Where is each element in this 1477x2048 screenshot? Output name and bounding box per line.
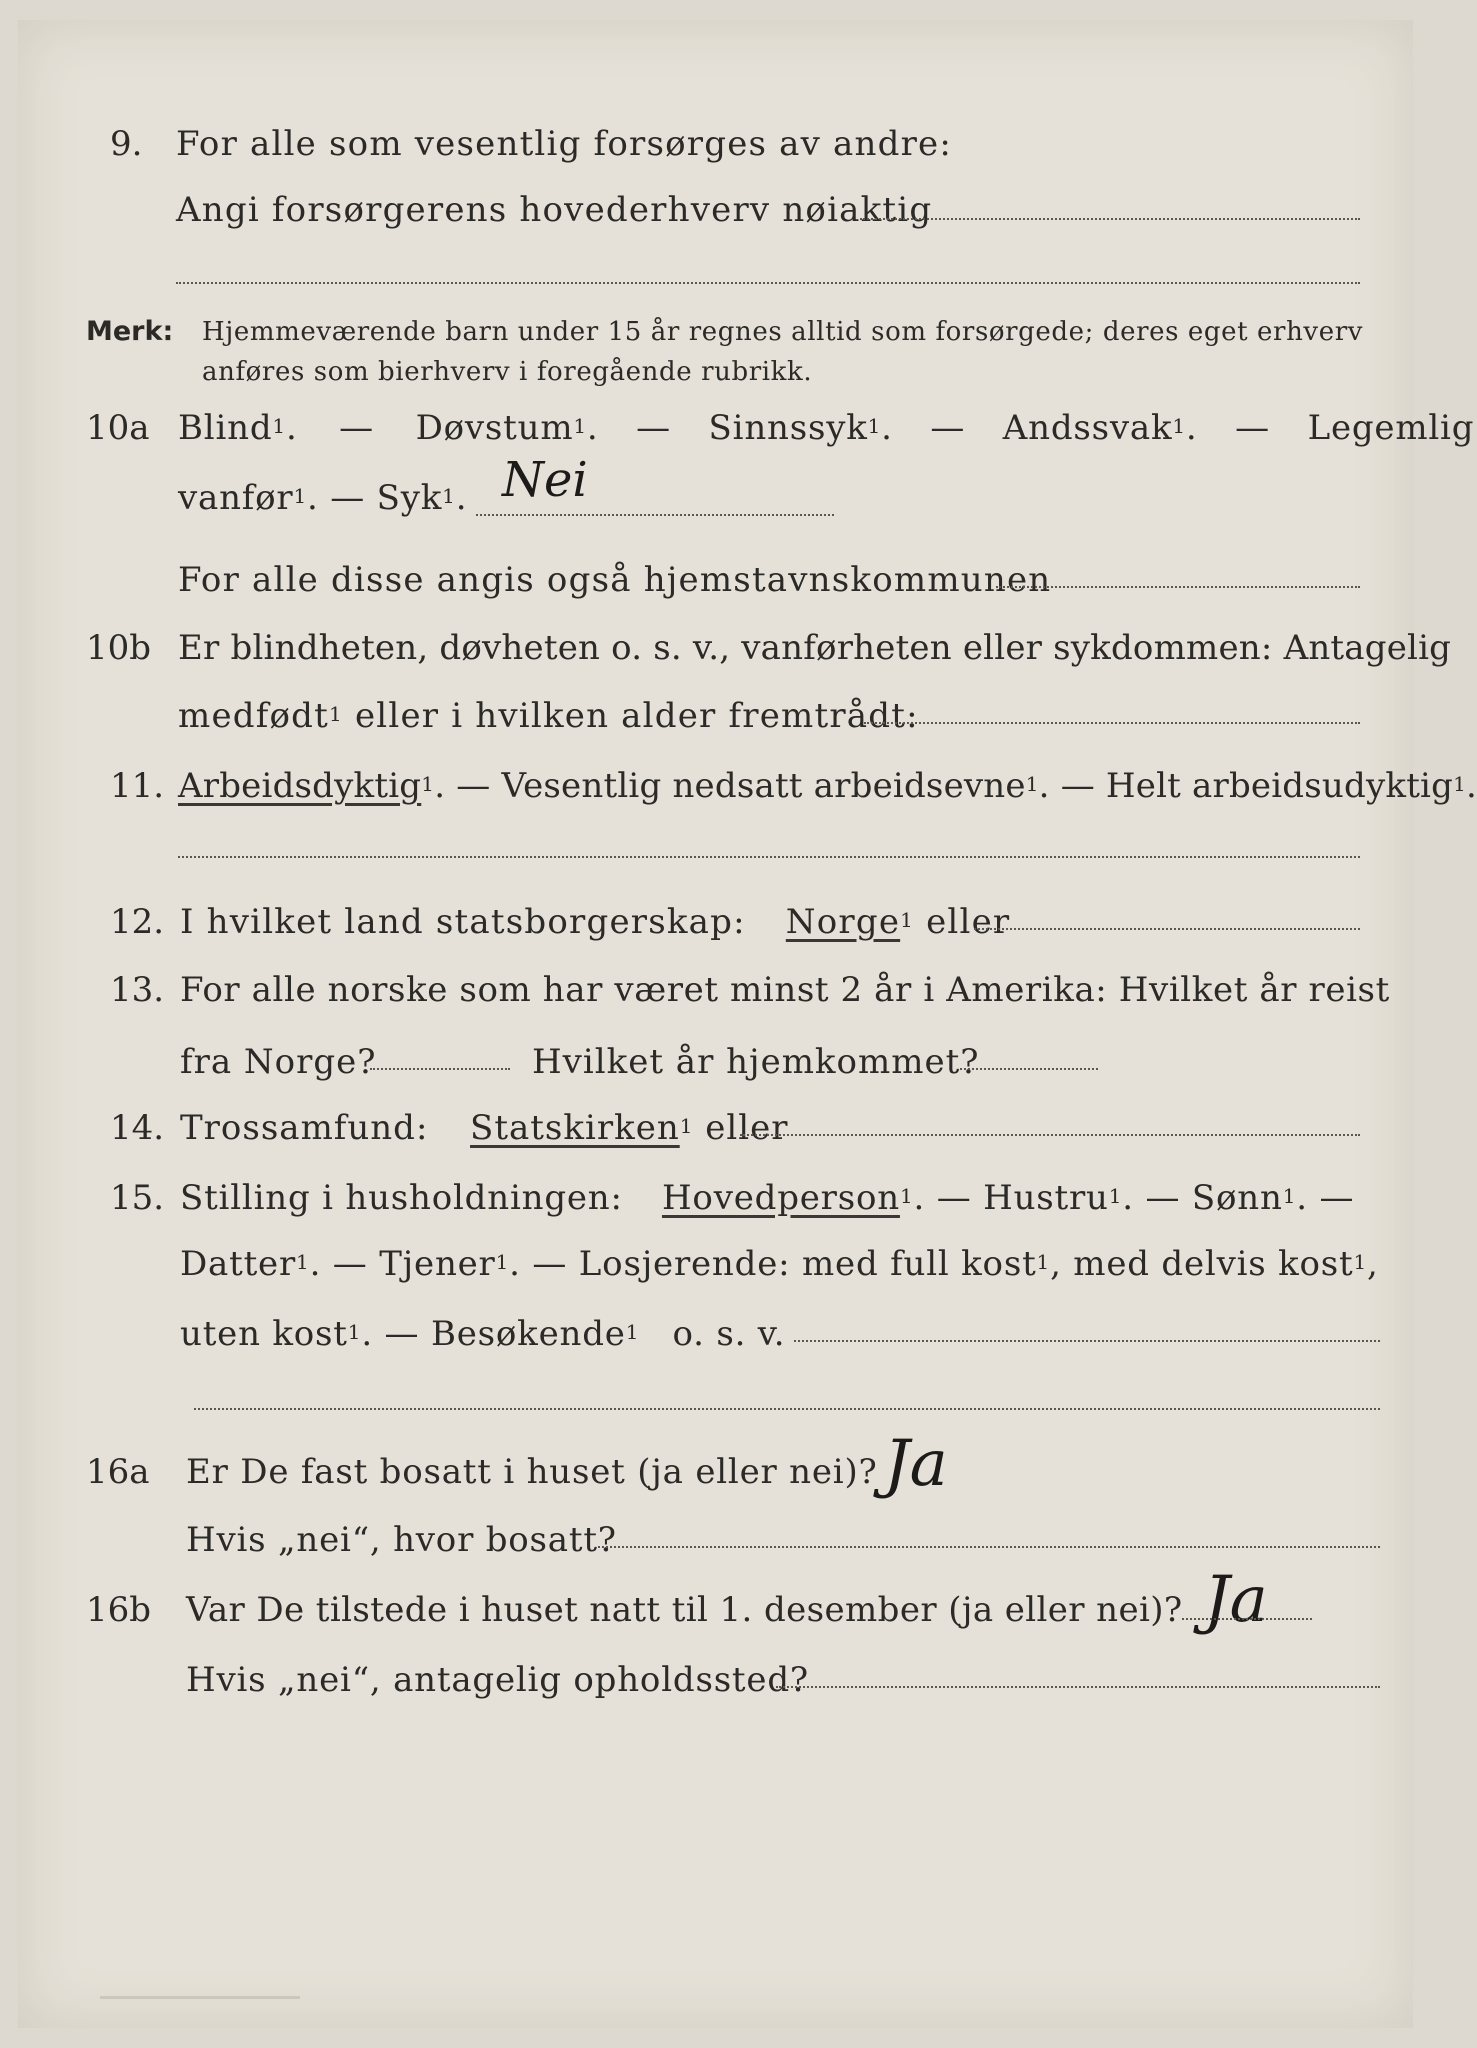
q16b-number: 16b bbox=[86, 1590, 152, 1630]
merk-label: Merk: bbox=[86, 316, 174, 347]
q14-line: Trossamfund: Statskirken$^1$ eller bbox=[180, 1108, 789, 1148]
census-form-page bbox=[18, 20, 1477, 2028]
option-norge: Norge bbox=[785, 902, 901, 942]
q10a-answer-dotted-line bbox=[476, 514, 834, 516]
q10b-number: 10b bbox=[86, 628, 152, 668]
q15-line3: uten kost$^1$. — Besøkende$^1$ o. s. v. bbox=[180, 1314, 786, 1354]
q16b-line2: Hvis „nei“, antagelig opholdssted? bbox=[186, 1660, 809, 1700]
q15-answer-dotted-line bbox=[794, 1340, 1380, 1342]
q16a-line1: Er De fast bosatt i huset (ja eller nei)? bbox=[186, 1452, 878, 1492]
q13-reist-dotted-line bbox=[370, 1068, 510, 1070]
option-syk: Syk bbox=[376, 478, 443, 518]
q15-number: 15. bbox=[110, 1178, 165, 1218]
q13-line2a: fra Norge? bbox=[180, 1042, 377, 1082]
q11-line: Arbeidsdyktig$^1$. — Vesentlig nedsatt arbeidsevne$^1$. — Helt arbeidsudyktig$^1$. bbox=[178, 766, 1477, 806]
q10a-line3: For alle disse angis også hjemstavnskommunen bbox=[178, 560, 1052, 600]
q16a-handwritten-answer: Ja bbox=[884, 1427, 948, 1501]
option-sinnssyk: Sinnssyk bbox=[708, 408, 868, 448]
q16b-answer2-dotted-line bbox=[776, 1686, 1380, 1688]
option-andssvak: Andssvak bbox=[1002, 408, 1173, 448]
option-udyktig: Helt arbeidsudyktig bbox=[1105, 766, 1454, 806]
q13-hjemkommet-dotted-line bbox=[960, 1068, 1098, 1070]
q11-number: 11. bbox=[110, 766, 165, 806]
option-losjerende: Losjerende: bbox=[578, 1244, 791, 1284]
q9-extra-dotted-line bbox=[176, 282, 1360, 284]
option-vanfor: vanfør bbox=[178, 478, 294, 518]
option-hustru: Hustru bbox=[983, 1178, 1109, 1218]
q9-number: 9. bbox=[110, 124, 143, 164]
q10a-handwritten-answer: Nei bbox=[502, 452, 588, 508]
option-datter: Datter bbox=[180, 1244, 297, 1284]
q15-extra-dotted-line bbox=[194, 1408, 1380, 1410]
q16b-line1: Var De tilstede i huset natt til 1. desember (ja eller nei)? bbox=[186, 1590, 1183, 1630]
option-hovedperson: Hovedperson bbox=[661, 1178, 900, 1218]
q10b-answer-dotted-line bbox=[864, 722, 1360, 724]
q13-line1: For alle norske som har været minst 2 år i Amerika: Hvilket år reist bbox=[180, 970, 1390, 1010]
option-nedsatt: Vesentlig nedsatt arbeidsevne bbox=[501, 766, 1026, 806]
q10a-line1: Blind$^1$. — Døvstum$^1$. — Sinnssyk$^1$. — Andssvak$^1$. — Legemlig bbox=[178, 408, 1475, 448]
q16a-answer-dotted-line bbox=[598, 1546, 1380, 1548]
q15-line2: Datter$^1$. — Tjener$^1$. — Losjerende: med full kost$^1$, med delvis kost$^1$, bbox=[180, 1244, 1379, 1284]
q16a-line2: Hvis „nei“, hvor bosatt? bbox=[186, 1520, 617, 1560]
q9-line1: For alle som vesentlig forsørges av andre: bbox=[176, 124, 953, 164]
q10a-hjemstavn-dotted-line bbox=[996, 586, 1360, 588]
option-blind: Blind bbox=[178, 408, 273, 448]
q9-line2: Angi forsørgerens hovederhverv nøiaktig bbox=[176, 190, 933, 230]
q15-line1: Stilling i husholdningen: Hovedperson$^1$. — Hustru$^1$. — Sønn$^1$. — bbox=[180, 1178, 1355, 1218]
q12-number: 12. bbox=[110, 902, 165, 942]
q10b-line1: Er blindheten, døvheten o. s. v., vanførheten eller sykdommen: Antagelig bbox=[178, 628, 1452, 668]
q12-line: I hvilket land statsborgerskap: Norge$^1$ eller bbox=[180, 902, 1011, 942]
q11-dotted-line bbox=[178, 856, 1360, 858]
option-arbeidsdyktig: Arbeidsdyktig bbox=[178, 766, 422, 806]
q14-number: 14. bbox=[110, 1108, 165, 1148]
bottom-faint-rule bbox=[100, 1996, 300, 1999]
q9-answer-dotted-line bbox=[860, 218, 1360, 220]
q10b-line2: medfødt$^1$ eller i hvilken alder fremtrådt: bbox=[178, 696, 919, 736]
q16b-answer-dotted-line bbox=[1182, 1618, 1312, 1620]
option-legemlig: Legemlig bbox=[1307, 408, 1475, 448]
option-sonn: Sønn bbox=[1191, 1178, 1283, 1218]
q13-line2b: Hvilket år hjemkommet? bbox=[532, 1042, 980, 1082]
q16a-number: 16a bbox=[86, 1452, 150, 1492]
option-besokende: Besøkende bbox=[430, 1314, 626, 1354]
option-tjener: Tjener bbox=[379, 1244, 496, 1284]
option-statskirken: Statskirken bbox=[470, 1108, 680, 1148]
q12-answer-dotted-line bbox=[974, 928, 1360, 930]
merk-line2: anføres som bierhverv i foregående rubrikk. bbox=[202, 357, 813, 387]
q16b-handwritten-answer: Ja bbox=[1204, 1563, 1268, 1637]
q14-answer-dotted-line bbox=[740, 1134, 1360, 1136]
option-dovstum: Døvstum bbox=[415, 408, 574, 448]
q10a-number: 10a bbox=[86, 408, 150, 448]
q13-number: 13. bbox=[110, 970, 165, 1010]
option-uten-kost: uten kost bbox=[180, 1314, 348, 1354]
q10a-line2: vanfør$^1$. — Syk$^1$. bbox=[178, 478, 468, 518]
merk-line1: Hjemmeværende barn under 15 år regnes alltid som forsørgede; deres eget erhverv bbox=[202, 317, 1364, 347]
